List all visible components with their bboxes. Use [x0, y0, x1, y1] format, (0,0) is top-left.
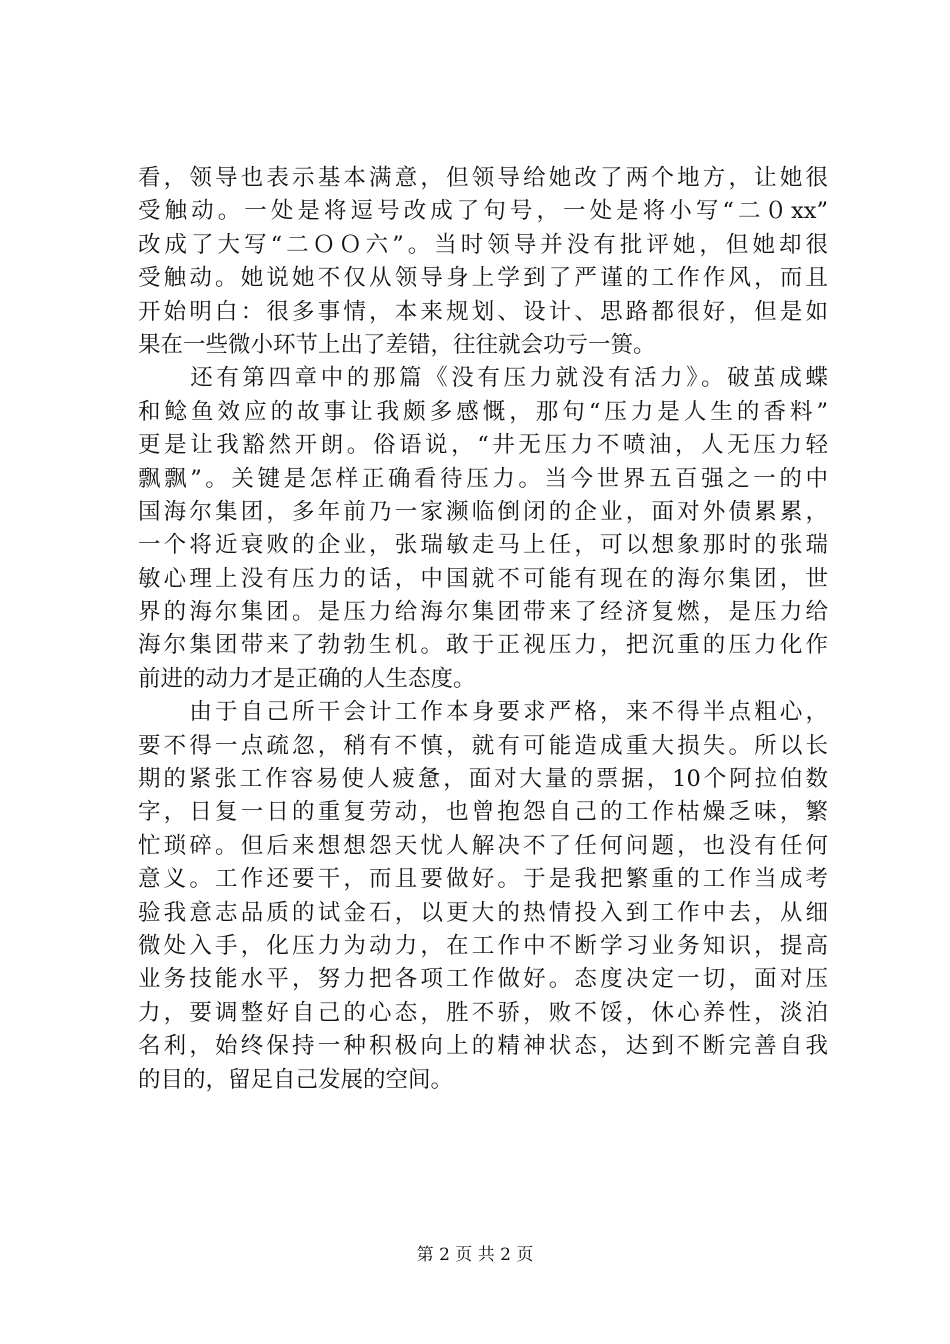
text-line: 和鲶鱼效应的故事让我颇多感慨，那句“压力是人生的香料”	[138, 398, 828, 425]
text-line: 一个将近衰败的企业，张瑞敏走马上任，可以想象那时的张瑞	[138, 532, 828, 559]
text-line: 开始明白：很多事情，本来规划、设计、思路都很好，但是如	[138, 298, 828, 325]
text-line: 敏心理上没有压力的话，中国就不可能有现在的海尔集团，世	[138, 565, 828, 592]
text-line: 更是让我豁然开朗。俗语说，“井无压力不喷油，人无压力轻	[138, 432, 828, 459]
text-line: 国海尔集团，多年前乃一家濒临倒闭的企业，面对外债累累，	[138, 498, 828, 525]
text-line: 受触动。她说她不仅从领导身上学到了严谨的工作作风，而且	[138, 265, 828, 292]
text-line: 果在一些微小环节上出了差错，往往就会功亏一篑。	[138, 331, 656, 358]
text-line: 期的紧张工作容易使人疲惫，面对大量的票据，10个阿拉伯数	[138, 766, 828, 793]
text-line: 的目的，留足自己发展的空间。	[138, 1066, 454, 1093]
text-line: 力，要调整好自己的心态，胜不骄，败不馁，休心养性，淡泊	[138, 999, 828, 1026]
text-line: 微处入手，化压力为动力，在工作中不断学习业务知识，提高	[138, 932, 828, 959]
text-line: 由于自己所干会计工作本身要求严格，来不得半点粗心，	[138, 699, 828, 726]
text-line: 业务技能水平，努力把各项工作做好。态度决定一切，面对压	[138, 966, 828, 993]
text-line: 海尔集团带来了勃勃生机。敢于正视压力，把沉重的压力化作	[138, 632, 828, 659]
text-line: 改成了大写“二ＯＯ六”。当时领导并没有批评她，但她却很	[138, 231, 828, 258]
text-line: 受触动。一处是将逗号改成了句号，一处是将小写“二０xx”	[138, 198, 828, 225]
text-line: 还有第四章中的那篇《没有压力就没有活力》。破茧成蝶	[138, 365, 828, 392]
text-line: 界的海尔集团。是压力给海尔集团带来了经济复燃，是压力给	[138, 599, 828, 626]
text-line: 名利，始终保持一种积极向上的精神状态，达到不断完善自我	[138, 1033, 828, 1060]
text-line: 前进的动力才是正确的人生态度。	[138, 665, 476, 692]
text-line: 飘飘”。关键是怎样正确看待压力。当今世界五百强之一的中	[138, 465, 828, 492]
body-text	[138, 162, 828, 1097]
text-line: 字，日复一日的重复劳动，也曾抱怨自己的工作枯燥乏味，繁	[138, 799, 828, 826]
page-footer: 第 2 页 共 2 页	[416, 1245, 534, 1265]
text-line: 看，领导也表示基本满意，但领导给她改了两个地方，让她很	[138, 165, 828, 191]
text-line: 意义。工作还要干，而且要做好。于是我把繁重的工作当成考	[138, 866, 828, 893]
text-line: 忙琐碎。但后来想想怨天忧人解决不了任何问题，也没有任何	[138, 832, 828, 859]
text-line: 要不得一点疏忽，稍有不慎，就有可能造成重大损失。所以长	[138, 732, 828, 759]
text-line: 验我意志品质的试金石，以更大的热情投入到工作中去，从细	[138, 899, 828, 926]
